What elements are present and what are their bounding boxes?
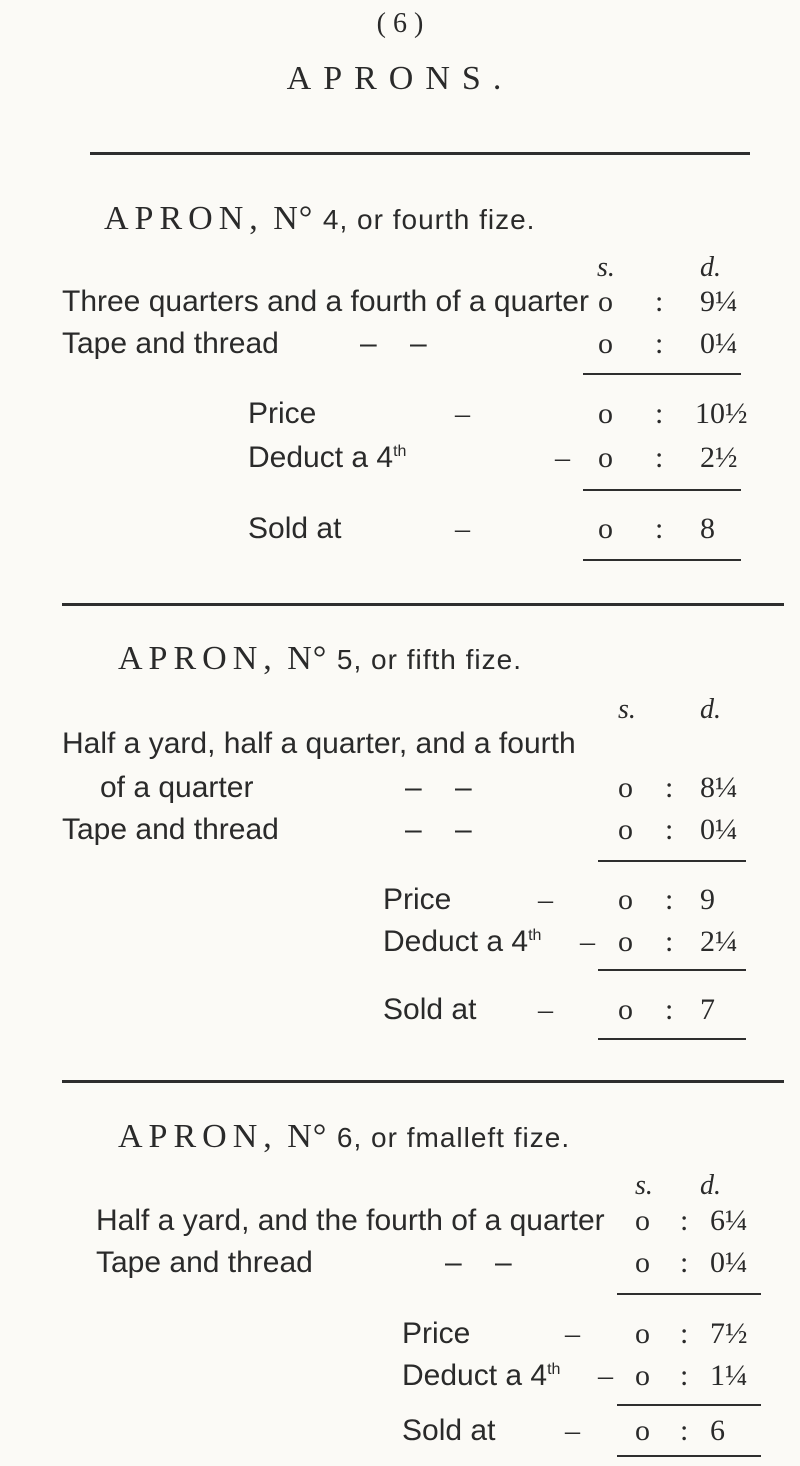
sold-pence: 6	[710, 1414, 725, 1447]
price-shillings: o	[618, 883, 633, 916]
shillings-column-header: s.	[635, 1170, 653, 1201]
price-colon: :	[655, 397, 664, 430]
item-label: Half a yard, half a quarter, and a fourth	[62, 727, 576, 760]
section-heading: APRON, N° 4, or fourth fize.	[104, 200, 536, 237]
price-label: Price	[248, 397, 317, 430]
item-shillings: o	[598, 327, 613, 360]
deduct-pence: 2¼	[700, 925, 738, 958]
sold-shillings: o	[598, 512, 613, 545]
section-heading: APRON, N° 6, or fmalleft fize.	[118, 1118, 571, 1155]
sold-label: Sold at	[402, 1414, 496, 1447]
sold-colon: :	[680, 1414, 689, 1447]
item-pence: 0¼	[700, 327, 738, 360]
deduct-colon: :	[665, 925, 674, 958]
deduct-shillings: o	[598, 441, 613, 474]
deduct-dash: –	[555, 441, 570, 474]
item-dash: – –	[405, 771, 472, 804]
item-pence: 0¼	[710, 1246, 748, 1279]
page-number: ( 6 )	[376, 8, 424, 39]
sold-dash: –	[538, 993, 553, 1026]
price-shillings: o	[598, 397, 613, 430]
section-heading: APRON, N° 5, or fifth fize.	[118, 640, 522, 677]
price-dash: –	[455, 397, 470, 430]
pence-column-header: d.	[700, 1170, 721, 1201]
sold-colon: :	[665, 993, 674, 1026]
sold-dash: –	[565, 1414, 580, 1447]
item-colon: :	[665, 771, 674, 804]
item-colon: :	[680, 1204, 689, 1237]
deduct-shillings: o	[618, 925, 633, 958]
sum-rule	[617, 1404, 761, 1406]
item-dash: – –	[360, 327, 427, 360]
item-label: of a quarter	[100, 771, 254, 804]
item-pence: 8¼	[700, 771, 738, 804]
page-title: APRONS.	[286, 60, 514, 97]
price-label: Price	[383, 883, 452, 916]
deduct-colon: :	[680, 1359, 689, 1392]
item-shillings: o	[635, 1246, 650, 1279]
shillings-column-header: s.	[597, 252, 615, 283]
price-pence: 7½	[710, 1317, 748, 1350]
item-shillings: o	[618, 771, 633, 804]
item-pence: 0¼	[700, 813, 738, 846]
deduct-dash: –	[580, 925, 595, 958]
item-dash: – –	[445, 1246, 512, 1279]
item-colon: :	[665, 813, 674, 846]
deduct-colon: :	[655, 441, 664, 474]
item-label: Tape and thread	[62, 813, 279, 846]
sum-rule	[598, 860, 746, 862]
item-dash: – –	[405, 813, 472, 846]
item-shillings: o	[635, 1204, 650, 1237]
item-colon: :	[680, 1246, 689, 1279]
deduct-label: Deduct a 4th	[248, 441, 407, 474]
sum-rule	[598, 969, 746, 971]
sold-label: Sold at	[248, 512, 342, 545]
shillings-column-header: s.	[618, 694, 636, 725]
item-label: Tape and thread	[62, 327, 279, 360]
item-shillings: o	[618, 813, 633, 846]
deduct-label: Deduct a 4th	[402, 1359, 561, 1392]
item-pence: 6¼	[710, 1204, 748, 1237]
price-dash: –	[538, 883, 553, 916]
section-divider	[62, 603, 784, 606]
sum-rule	[617, 1293, 761, 1295]
sum-rule	[583, 373, 741, 375]
sum-rule	[583, 489, 741, 491]
price-label: Price	[402, 1317, 471, 1350]
sold-shillings: o	[635, 1414, 650, 1447]
sold-label: Sold at	[383, 993, 477, 1026]
deduct-dash: –	[598, 1359, 613, 1392]
item-pence: 9¼	[700, 285, 738, 318]
price-pence: 10½	[695, 397, 748, 430]
pence-column-header: d.	[700, 694, 721, 725]
price-colon: :	[665, 883, 674, 916]
title-rule	[90, 152, 750, 155]
deduct-pence: 2½	[700, 441, 738, 474]
total-rule	[617, 1455, 761, 1457]
item-colon: :	[655, 327, 664, 360]
deduct-label: Deduct a 4th	[383, 925, 542, 958]
price-dash: –	[565, 1317, 580, 1350]
item-label: Tape and thread	[96, 1246, 313, 1279]
deduct-pence: 1¼	[710, 1359, 748, 1392]
pence-column-header: d.	[700, 252, 721, 283]
item-shillings: o	[598, 285, 613, 318]
item-label: Three quarters and a fourth of a quarter	[62, 285, 589, 318]
sold-pence: 8	[700, 512, 715, 545]
deduct-shillings: o	[635, 1359, 650, 1392]
item-colon: :	[655, 285, 664, 318]
item-label: Half a yard, and the fourth of a quarter	[96, 1204, 605, 1237]
price-shillings: o	[635, 1317, 650, 1350]
total-rule	[583, 559, 741, 561]
price-colon: :	[680, 1317, 689, 1350]
sold-shillings: o	[618, 993, 633, 1026]
price-pence: 9	[700, 883, 715, 916]
sold-colon: :	[655, 512, 664, 545]
sold-pence: 7	[700, 993, 715, 1026]
sold-dash: –	[455, 512, 470, 545]
total-rule	[598, 1038, 746, 1040]
section-divider	[62, 1080, 784, 1083]
